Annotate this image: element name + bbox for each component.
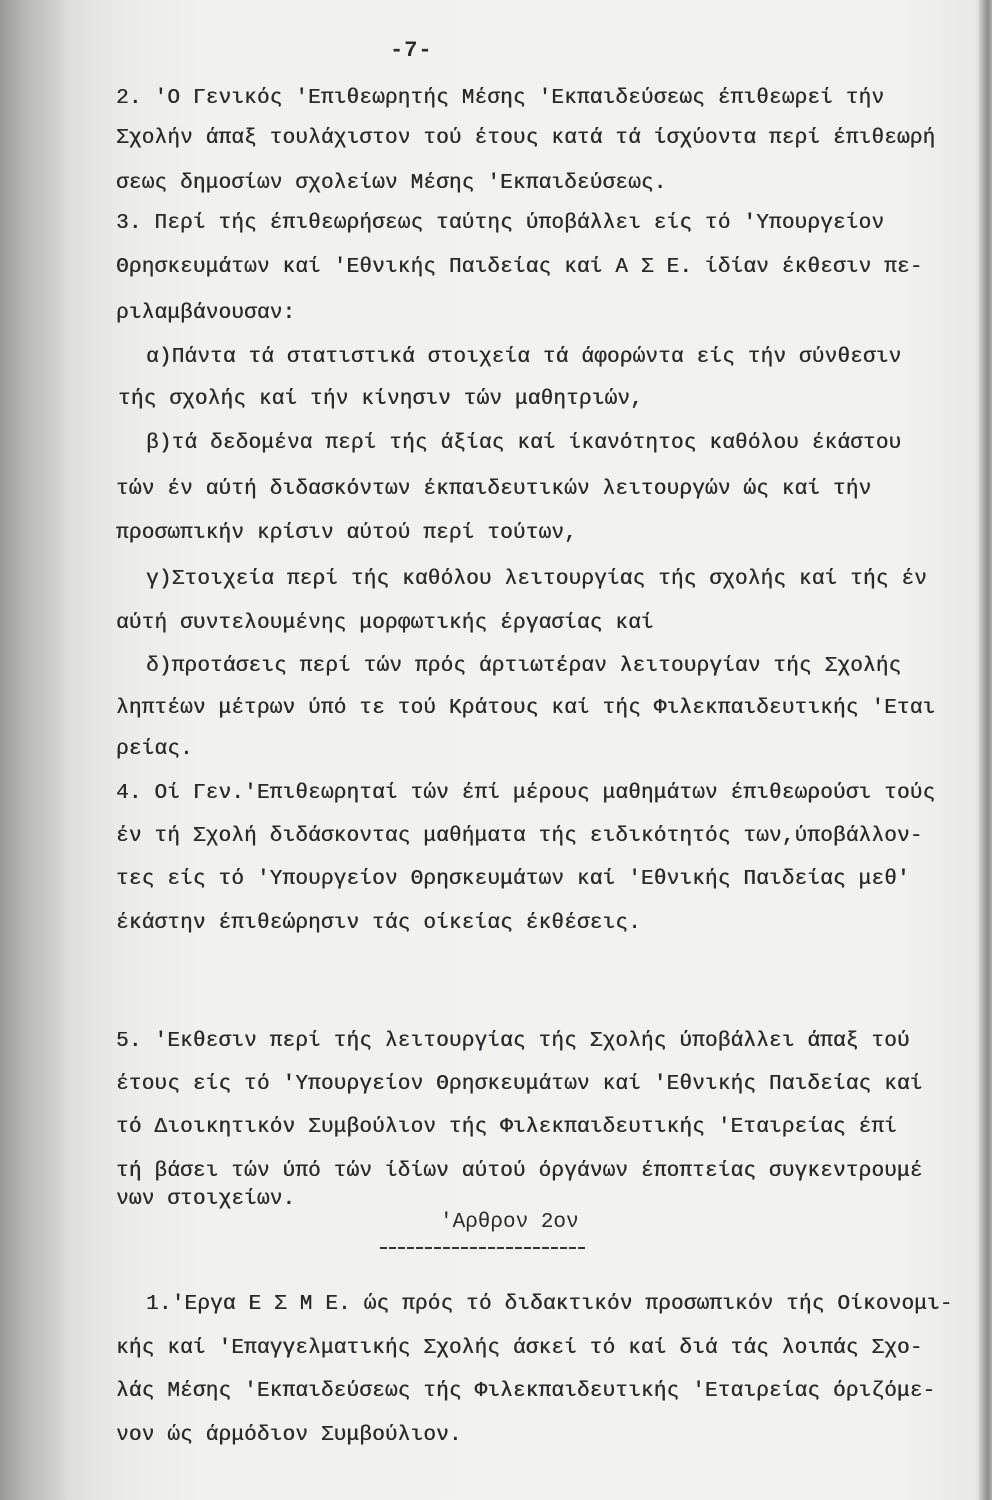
text-line: νον ώς άρμόδιον Συμβούλιον.	[116, 1424, 462, 1447]
text-line: προσωπικήν κρίσιν αύτού περί τούτων,	[116, 522, 577, 545]
text-line: δ)προτάσεις περί τών πρός άρτιωτέραν λειτουργίαν τής Σχολής	[146, 655, 902, 678]
text-line: γ)Στοιχεία περί τής καθόλου λειτουργίας τής σχολής καί τής έν	[146, 568, 927, 591]
text-line: β)τά δεδομένα περί τής άξίας καί ίκανότητος καθόλου έκάστου	[146, 432, 902, 455]
text-line: λάς Μέσης 'Εκπαιδεύσεως τής Φιλεκπαιδευτικής 'Εταιρείας όριζόμε-	[116, 1380, 936, 1403]
text-line: τό Διοικητικόν Συμβούλιον τής Φιλεκπαιδευτικής 'Εταιρείας έπί	[116, 1116, 897, 1139]
text-line: 1.'Εργα Ε Σ Μ Ε. ώς πρός τό διδακτικόν προσωπικόν τής Οίκονομι-	[146, 1293, 953, 1316]
text-line: 5. 'Εκθεσιν περί τής λειτουργίας τής Σχολής ύποβάλλει άπαξ τού	[116, 1030, 910, 1053]
text-line: κής καί 'Επαγγελματικής Σχολής άσκεί τό καί διά τάς λοιπάς Σχο-	[116, 1337, 923, 1360]
text-line: νων στοιχείων.	[116, 1188, 296, 1211]
text-line: ρείας.	[116, 738, 193, 761]
text-line: 3. Περί τής έπιθεωρήσεως ταύτης ύποβάλλει είς τό 'Υπουργείον	[116, 212, 885, 235]
text-line: 2. 'Ο Γενικός 'Επιθεωρητής Μέσης 'Εκπαιδεύσεως έπιθεωρεί τήν	[116, 87, 885, 110]
text-line: τες είς τό 'Υπουργείον Θρησκευμάτων καί 'Εθνικής Παιδείας μεθ'	[116, 868, 910, 891]
text-line: έτους είς τό 'Υπουργείον Θρησκευμάτων καί 'Εθνικής Παιδείας καί	[116, 1073, 923, 1096]
text-line: τή βάσει τών ύπό τών ίδίων αύτού όργάνων έποπτείας συγκεντρουμέ	[116, 1160, 923, 1183]
text-line: έκάστην έπιθεώρησιν τάς οίκείας έκθέσεις.	[116, 912, 641, 935]
text-line: σεως δημοσίων σχολείων Μέσης 'Εκπαιδεύσεως.	[116, 172, 667, 195]
text-line: τών έν αύτή διδασκόντων έκπαιδευτικών λειτουργών ώς καί τήν	[116, 478, 872, 501]
text-line: Σχολήν άπαξ τουλάχιστον τού έτους κατά τά ίσχύοντα περί έπιθεωρή	[116, 127, 936, 150]
text-line: έν τή Σχολή διδάσκοντας μαθήματα τής ειδικότητός των,ύποβάλλον-	[116, 825, 923, 848]
scan-left-shadow	[0, 0, 70, 1500]
text-line: τής σχολής καί τήν κίνησιν τών μαθητριών,	[118, 388, 643, 411]
text-line: α)Πάντα τά στατιστικά στοιχεία τά άφορώντα είς τήν σύνθεσιν	[146, 346, 902, 369]
text-line: 4. Οί Γεν.'Επιθεωρηταί τών έπί μέρους μαθημάτων έπιθεωρούσι τούς	[116, 782, 936, 805]
article-heading: 'Αρθρον 2ον	[440, 1211, 579, 1234]
text-line: ριλαμβάνουσαν:	[116, 302, 296, 325]
page-number: -7-	[390, 38, 433, 63]
text-line: Θρησκευμάτων καί 'Εθνικής Παιδείας καί Α Σ Ε. ίδίαν έκθεσιν πε-	[116, 256, 923, 279]
scan-right-edge	[978, 0, 992, 1500]
heading-underline	[380, 1247, 585, 1249]
text-line: ληπτέων μέτρων ύπό τε τού Κράτους καί τής Φιλεκπαιδευτικής 'Εται	[116, 697, 936, 720]
text-line: αύτή συντελουμένης μορφωτικής έργασίας καί	[116, 612, 654, 635]
